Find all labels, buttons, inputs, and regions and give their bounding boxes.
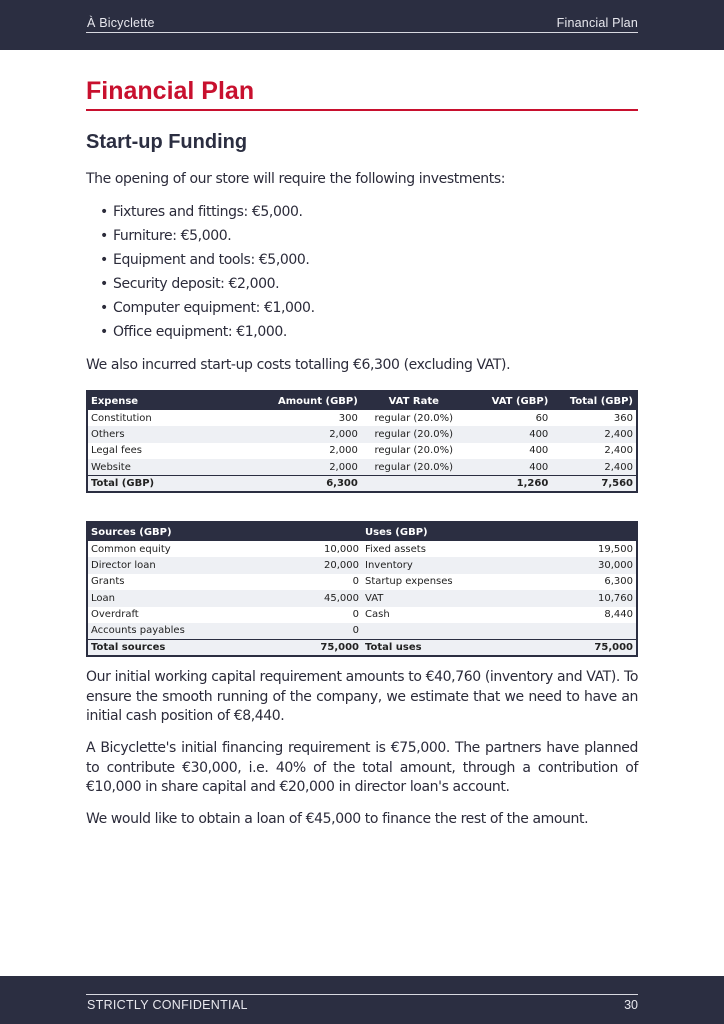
- table-row: [87, 574, 637, 590]
- column-header: Uses (GBP): [362, 522, 561, 541]
- table-row: [87, 410, 637, 426]
- table-cell: Others: [87, 426, 266, 442]
- intro-paragraph: The opening of our store will require the following investments:: [86, 171, 506, 187]
- table-cell: 400: [467, 459, 552, 475]
- table-cell: [361, 476, 467, 492]
- page-header: [0, 0, 724, 50]
- table-cell: Legal fees: [91, 445, 143, 457]
- table-cell: 8,440: [604, 609, 633, 621]
- table-cell: 10,760: [561, 590, 637, 606]
- startup-costs-paragraph: We also incurred start-up costs totalling €6,300 (excluding VAT).: [86, 357, 511, 373]
- confidentiality-notice: STRICTLY CONFIDENTIAL: [87, 998, 248, 1012]
- table-cell: 45,000: [286, 590, 362, 606]
- table-cell: Total sources: [87, 639, 286, 655]
- table-row: [87, 607, 637, 623]
- bullet-icon: •: [100, 228, 108, 244]
- table-cell: 0: [286, 623, 362, 639]
- column-header: VAT (GBP): [467, 391, 552, 410]
- table-cell: 2,400: [551, 459, 637, 475]
- working-capital-paragraph: Our initial working capital requirement amounts to €40,760 (inventory and VAT). To ensure the smooth running of the company, we estimate that we need to have an initial cash position of €8,440.: [86, 669, 638, 724]
- table-cell: 0: [352, 576, 359, 588]
- column-header: Total (GBP): [551, 391, 637, 410]
- list-item-text: Furniture: €5,000.: [113, 228, 232, 244]
- table-cell: 2,000: [329, 445, 358, 457]
- bullet-icon: •: [100, 276, 108, 292]
- table-cell: 6,300: [266, 476, 361, 492]
- table-cell: 300: [338, 412, 358, 424]
- column-header: VAT Rate: [361, 391, 467, 410]
- table-cell: [561, 623, 637, 639]
- table-cell: Director loan: [87, 557, 286, 573]
- list-item: [100, 299, 600, 323]
- footer-divider: [86, 994, 638, 995]
- table-cell: Startup expenses: [365, 576, 453, 588]
- loan-paragraph: We would like to obtain a loan of €45,000 to finance the rest of the amount.: [86, 811, 589, 827]
- bullet-icon: •: [100, 300, 108, 316]
- section-heading: Start-up Funding: [86, 131, 248, 153]
- table-header-row: [87, 522, 637, 541]
- sources-uses-table: [86, 521, 638, 657]
- table-cell: Overdraft: [91, 609, 139, 621]
- list-item-text: Equipment and tools: €5,000.: [113, 252, 310, 268]
- column-header: Sources (GBP): [87, 522, 286, 541]
- bullet-icon: •: [100, 204, 108, 220]
- table-row: [87, 443, 637, 459]
- column-header: [286, 522, 362, 541]
- table-cell: Accounts payables: [87, 623, 286, 639]
- bullet-icon: •: [100, 252, 108, 268]
- table-total-row: [87, 476, 637, 492]
- table-cell: 19,500: [598, 543, 633, 555]
- table-cell: 0: [352, 609, 359, 621]
- header-company-name: À Bicyclette: [87, 16, 155, 30]
- table-row: [87, 426, 637, 442]
- table-cell: 7,560: [551, 476, 637, 492]
- table-cell: 400: [467, 426, 552, 442]
- table-cell: Inventory: [362, 557, 561, 573]
- table-cell: 75,000: [561, 639, 637, 655]
- column-header: [561, 522, 637, 541]
- table-header-row: [87, 391, 637, 410]
- table-cell: regular (20.0%): [361, 426, 467, 442]
- table-cell: regular (20.0%): [374, 412, 453, 424]
- table-cell: Common equity: [91, 543, 171, 555]
- list-item: [100, 203, 600, 227]
- table-cell: 400: [529, 445, 549, 457]
- table-cell: Loan: [87, 590, 286, 606]
- title-underline: [86, 109, 638, 111]
- expense-table: [86, 390, 638, 493]
- table-row: [87, 459, 637, 475]
- table-cell: regular (20.0%): [361, 459, 467, 475]
- table-cell: Total uses: [362, 639, 561, 655]
- list-item: [100, 227, 600, 251]
- list-item-text: Fixtures and fittings: €5,000.: [113, 204, 303, 220]
- table-cell: 2,000: [266, 459, 361, 475]
- table-cell: 2,400: [604, 445, 633, 457]
- table-cell: 75,000: [286, 639, 362, 655]
- list-item: [100, 275, 600, 299]
- table-cell: regular (20.0%): [374, 445, 453, 457]
- table-cell: 20,000: [286, 557, 362, 573]
- table-cell: 1,260: [467, 476, 552, 492]
- table-cell: 10,000: [324, 543, 359, 555]
- list-item-text: Office equipment: €1,000.: [113, 324, 287, 340]
- table-cell: Website: [87, 459, 266, 475]
- table-cell: 6,300: [604, 576, 633, 588]
- investment-list: [100, 203, 600, 347]
- table-row: [87, 590, 637, 606]
- header-divider: [86, 32, 638, 33]
- table-row: [87, 623, 637, 639]
- financing-paragraph: A Bicyclette's initial financing requirement is €75,000. The partners have planned to contribute €30,000, i.e. 40% of the total amount, through a contribution of €10,000 in share capital and €20,000 in director loan's account.: [86, 740, 638, 795]
- page-number: 30: [624, 998, 638, 1012]
- table-cell: 60: [535, 412, 549, 424]
- table-row: [87, 541, 637, 557]
- bullet-icon: •: [100, 324, 108, 340]
- column-header: Expense: [87, 391, 266, 410]
- table-cell: Fixed assets: [365, 543, 426, 555]
- table-cell: 2,000: [266, 426, 361, 442]
- table-cell: Cash: [365, 609, 390, 621]
- list-item: [100, 251, 600, 275]
- table-cell: 360: [613, 412, 633, 424]
- table-cell: [362, 623, 561, 639]
- page-footer: [0, 976, 724, 1024]
- table-cell: Grants: [91, 576, 125, 588]
- table-cell: VAT: [362, 590, 561, 606]
- table-cell: Total (GBP): [87, 476, 266, 492]
- table-cell: 30,000: [561, 557, 637, 573]
- header-section-name: Financial Plan: [556, 16, 638, 30]
- table-total-row: [87, 639, 637, 655]
- page-title: Financial Plan: [86, 77, 255, 105]
- table-cell: 2,400: [551, 426, 637, 442]
- column-header: Amount (GBP): [266, 391, 361, 410]
- list-item-text: Computer equipment: €1,000.: [113, 300, 315, 316]
- table-cell: Constitution: [91, 412, 152, 424]
- table-row: [87, 557, 637, 573]
- list-item-text: Security deposit: €2,000.: [113, 276, 280, 292]
- list-item: [100, 323, 600, 347]
